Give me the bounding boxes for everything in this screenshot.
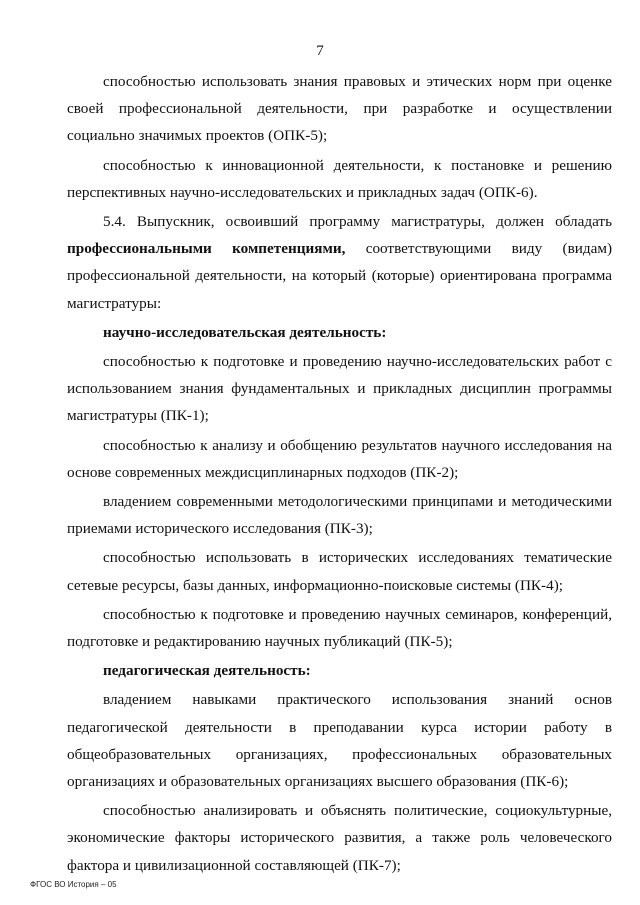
section-5-4-rest: соответствующими виду (видам) профессиональной деятельности, на который (которые) ориентирована программа магистратуры: <box>67 240 613 312</box>
page-number: 7 <box>316 43 324 59</box>
paragraph-pk1: способностью к подготовке и проведению научно-исследовательских работ с использованием знания фундаментальных и прикладных дисциплин программы магистратуры (ПК-1); <box>67 353 612 425</box>
paragraph-section-5-4 <box>67 208 612 317</box>
section-5-4-intro: 5.4. Выпускник, освоивший программу магистратуры, должен обладать <box>103 213 612 231</box>
paragraph-pk4: способностью использовать в исторических исследованиях тематические сетевые ресурсы, базы данных, информационно-поисковые системы (ПК-4); <box>67 549 612 594</box>
paragraph-pk6: владением навыками практического использования знаний основ педагогической деятельности в преподавании курса истории работу в общеобразовательных организациях, профессиональных образовательных организациях и образовательных организациях высшего образования (ПК-6); <box>67 691 612 791</box>
paragraph-pk7: способностью анализировать и объяснять политические, социокультурные, экономические факторы исторического развития, а также роль человеческого фактора и цивилизационной составляющей (ПК-7); <box>67 802 612 874</box>
document-body <box>67 68 612 881</box>
paragraph-opk6: способностью к инновационной деятельности, к постановке и решению перспективных научно-исследовательских и прикладных задач (ОПК-6). <box>67 156 612 201</box>
heading-pedagogical-activity: педагогическая деятельность: <box>103 662 311 680</box>
section-5-4-bold-term: профессиональными компетенциями, <box>67 240 346 258</box>
paragraph-pk5: способностью к подготовке и проведению научных семинаров, конференций, подготовке и редактированию научных публикаций (ПК-5); <box>67 605 612 651</box>
paragraph-opk5: способностью использовать знания правовых и этических норм при оценке своей профессиональной деятельности, при разработке и осуществлении социально значимых проектов (ОПК-5); <box>67 73 612 145</box>
heading-research-activity: научно-исследовательская деятельность: <box>103 323 387 341</box>
paragraph-pk2: способностью к анализу и обобщению результатов научного исследования на основе современных междисциплинарных подходов (ПК-2); <box>67 436 612 481</box>
page-footer: ФГОС ВО История – 05 <box>30 880 117 889</box>
paragraph-pk3: владением современными методологическими принципами и методическими приемами исторического исследования (ПК-3); <box>67 493 612 538</box>
